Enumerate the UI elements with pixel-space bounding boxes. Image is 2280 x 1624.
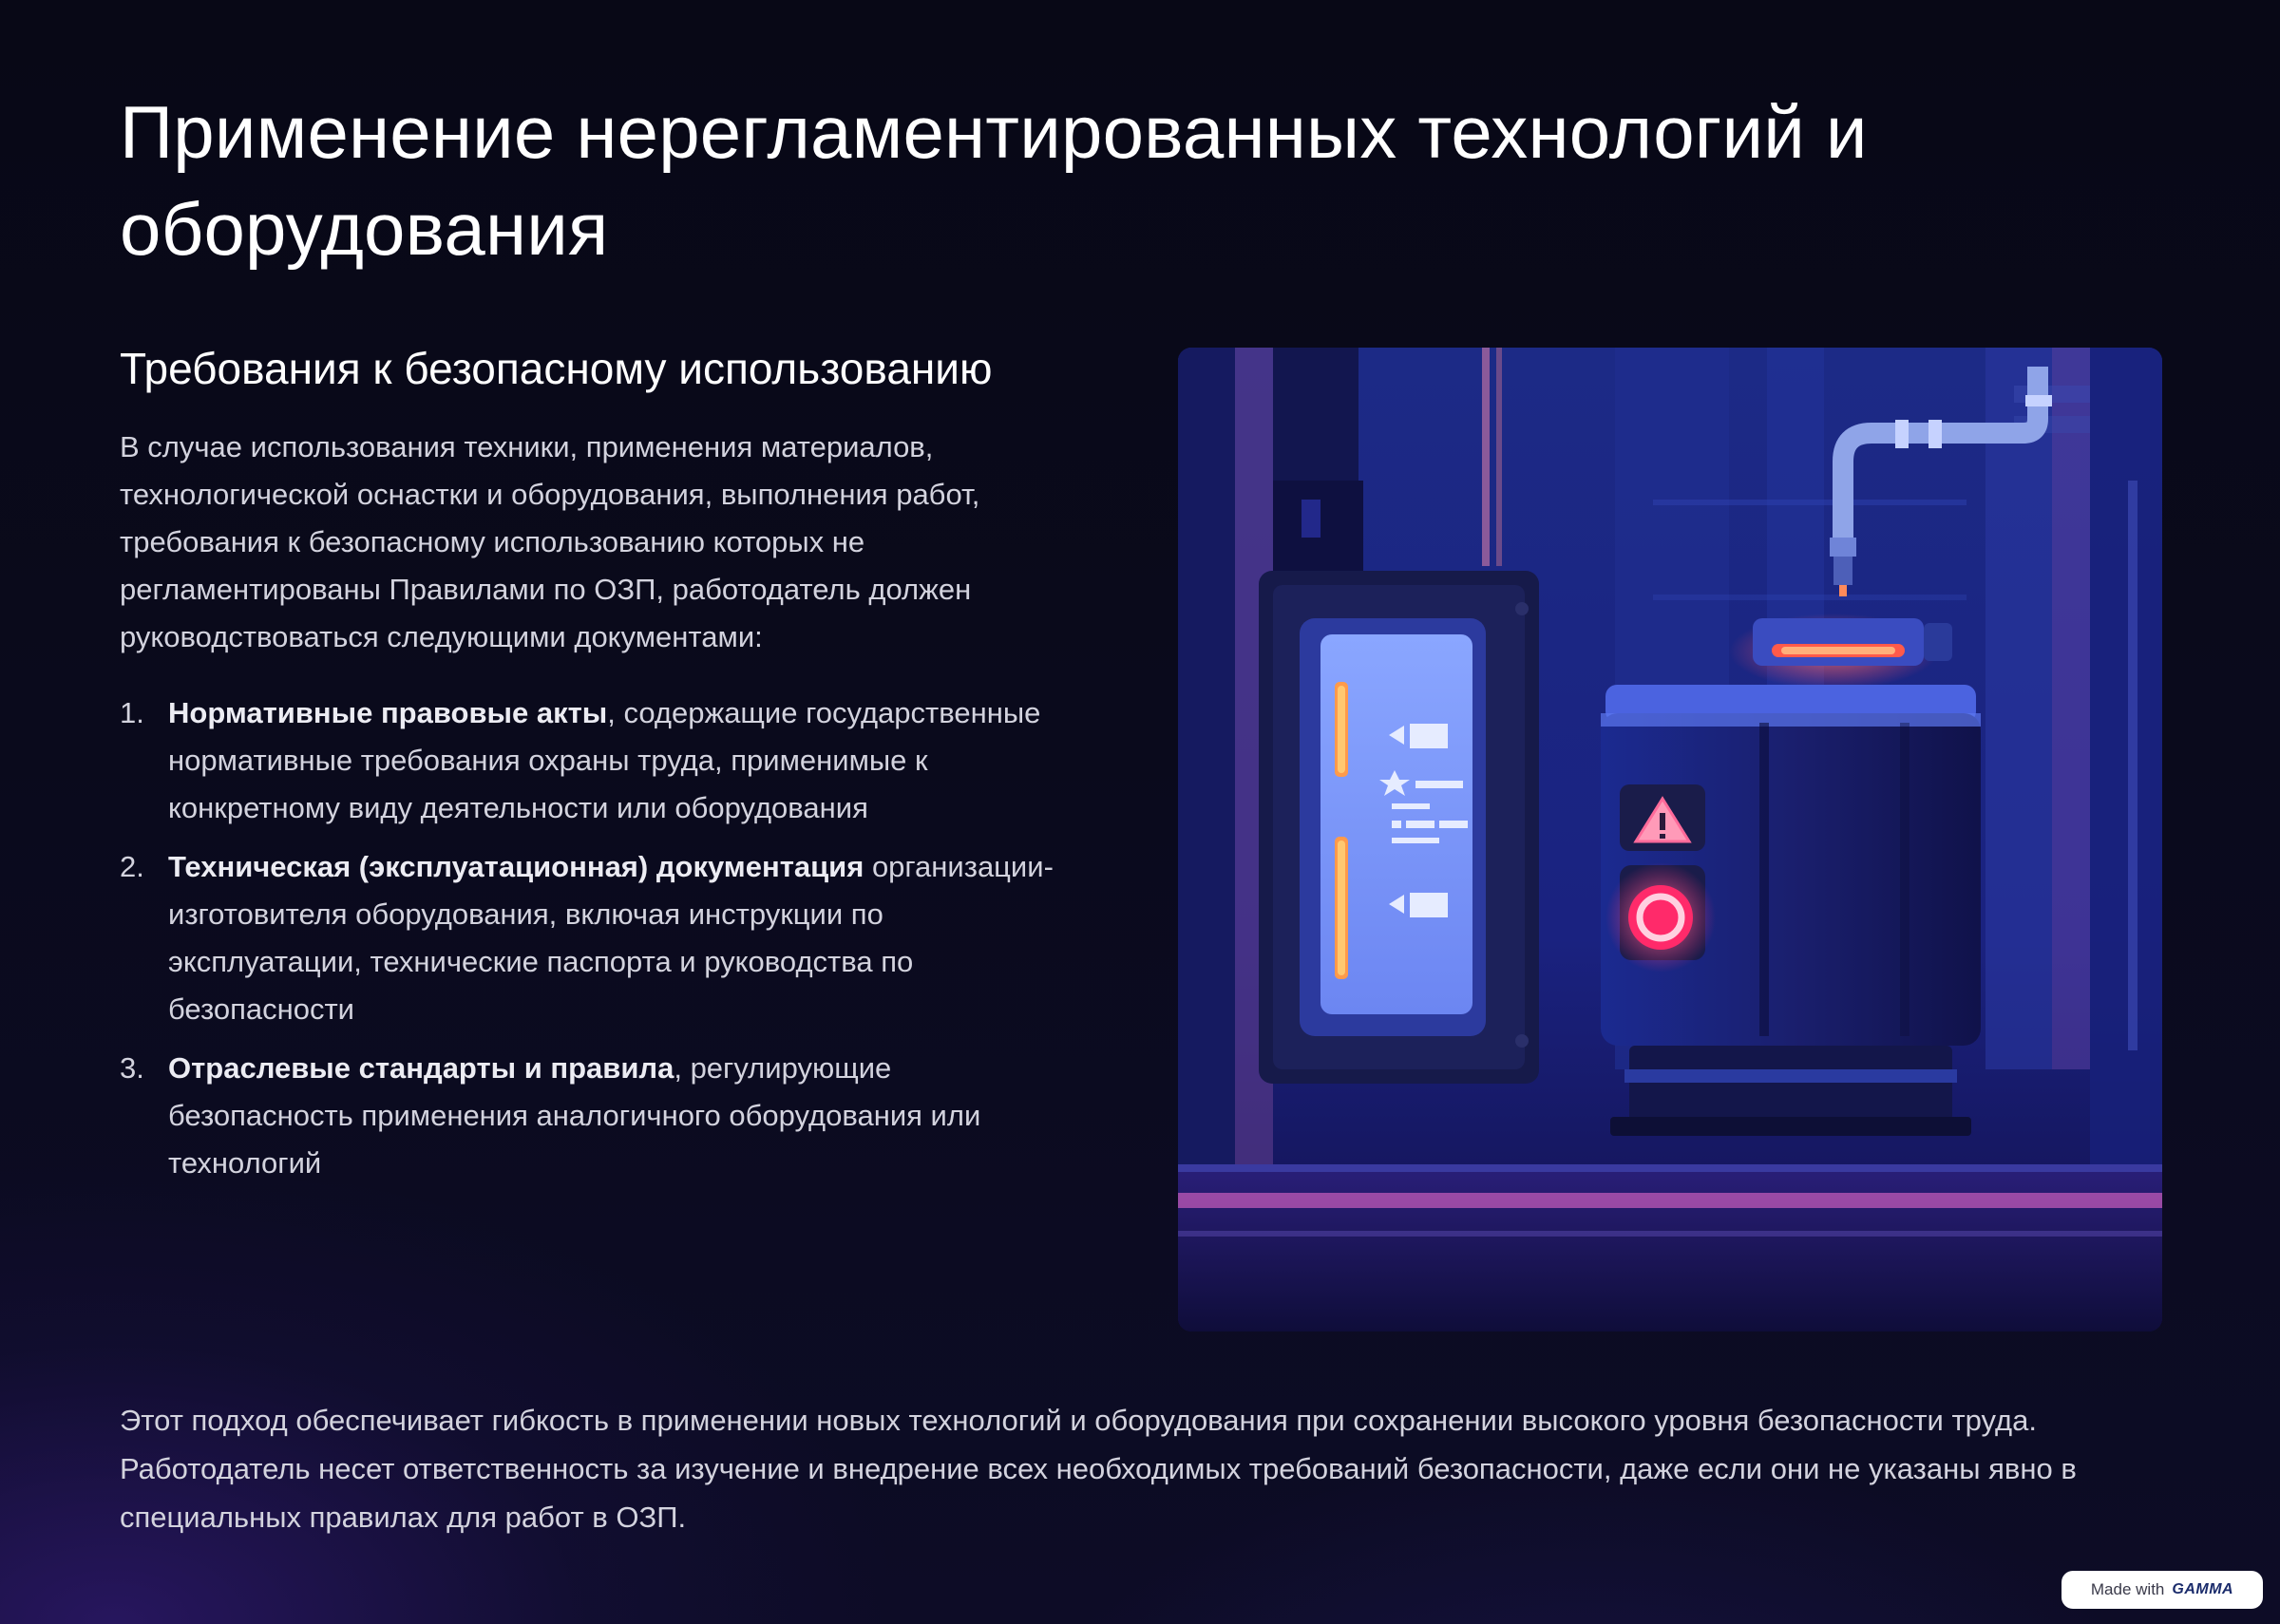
list-item bbox=[120, 689, 1079, 832]
list-item-number: 1. bbox=[120, 696, 144, 729]
documents-list bbox=[120, 689, 1079, 1187]
industrial-equipment-icon bbox=[1178, 348, 2162, 1331]
equipment-illustration bbox=[1178, 348, 2162, 1331]
list-item-text: , содержащие государственные нормативные требования охраны труда, применимые к конкретному виду деятельности или оборудования bbox=[168, 696, 1041, 824]
list-item-number: 3. bbox=[120, 1051, 144, 1085]
list-item-title: Нормативные правовые акты bbox=[168, 696, 608, 729]
list-item-title: Техническая (эксплуатационная) документация bbox=[168, 850, 864, 883]
list-item-number: 2. bbox=[120, 850, 144, 883]
conclusion-paragraph: Этот подход обеспечивает гибкость в применении новых технологий и оборудования при сохранении высокого уровня безопасности труда. Работодатель несет ответственность за изучение и внедрение всех необходимых требований безопасности, даже если они не указаны явно в специальных правилах для работ в ОЗП. bbox=[120, 1404, 2077, 1534]
list-item bbox=[120, 843, 1079, 1033]
made-with-gamma-badge[interactable] bbox=[2062, 1571, 2263, 1609]
list-item-text: , регулирующие безопасность применения аналогичного оборудования или технологий bbox=[168, 1051, 981, 1180]
badge-prefix: Made with bbox=[2090, 1580, 2165, 1598]
list-item bbox=[120, 1045, 1079, 1187]
requirements-column bbox=[120, 342, 1079, 1199]
section-heading: Требования к безопасному использованию bbox=[120, 344, 993, 393]
page-title: Применение нерегламентированных технологий и оборудования bbox=[120, 90, 1868, 271]
list-item-text: организации-изготовителя оборудования, включая инструкции по эксплуатации, технические паспорта и руководства по безопасности bbox=[168, 850, 1054, 1026]
intro-paragraph: В случае использования техники, применения материалов, технологической оснастки и оборудования, выполнения работ, требования к безопасному использованию которых не регламентированы Правилами по ОЗП, работодатель должен руководствоваться следующими документами: bbox=[120, 430, 980, 653]
list-item-title: Отраслевые стандарты и правила bbox=[168, 1051, 674, 1085]
gamma-logo: GAMMA bbox=[2172, 1581, 2234, 1597]
